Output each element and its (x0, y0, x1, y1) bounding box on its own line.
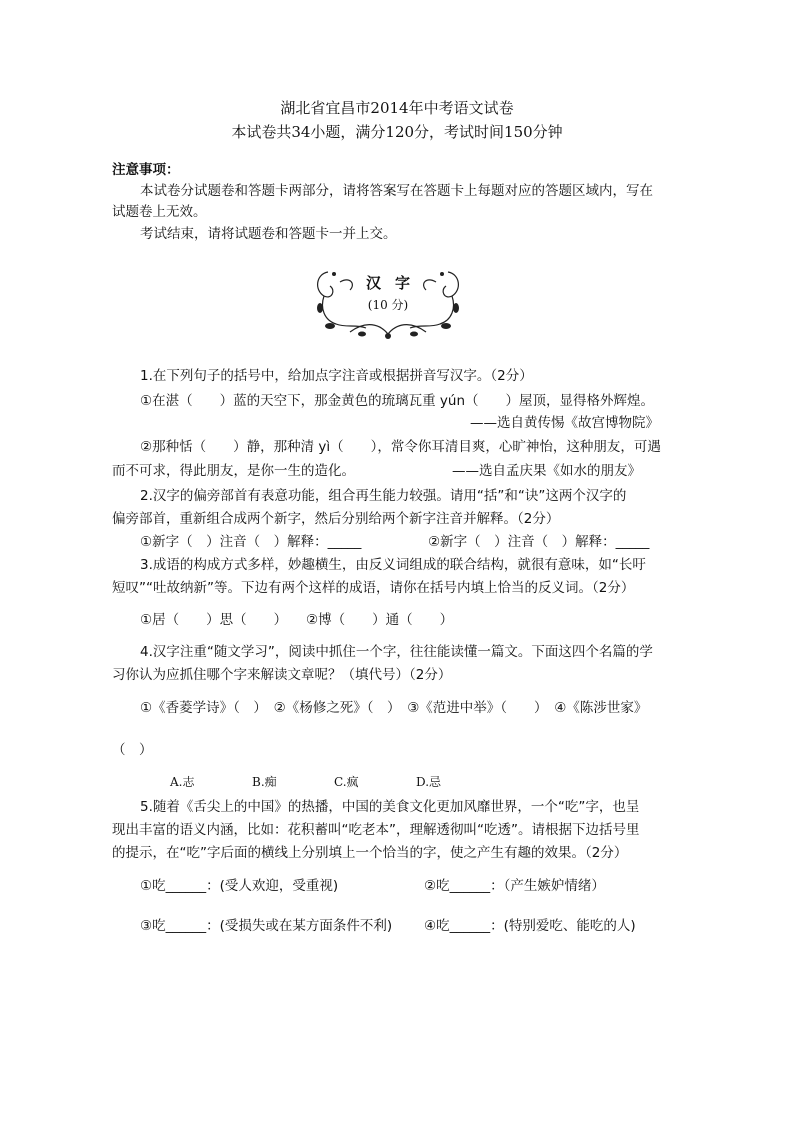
q2-line-2: 偏旁部首，重新组合成两个新字，然后分别给两个新字注音并解释。（2分） (112, 511, 560, 527)
notice-heading: 注意事项： (112, 162, 180, 178)
section-title: 汉字 (365, 274, 424, 292)
q4-option-b: B.痴 (252, 775, 277, 789)
q3-line-1: 3.成语的构成方式多样，妙趣横生，由反义词组成的联合结构，就很有意味，如“长吁 (140, 557, 646, 573)
q5-line-2: 现出丰富的语义内涵，比如：花积蓄叫“吃老本”，理解透彻叫“吃透”。请根据下边括号里 (112, 822, 640, 838)
section-score: (10 分) (367, 298, 409, 312)
q5-item-3: ③吃______：(受损失或在某方面条件不利) (140, 918, 393, 934)
q4-works-tail: （ ） (112, 742, 153, 758)
q4-works: ①《香菱学诗》（ ） ②《杨修之死》（ ） ③《范进中举》（ ） ④《陈涉世家》 (140, 700, 648, 716)
q4-option-a: A.志 (170, 775, 195, 789)
q1-sentence-1: ①在湛（ ）蓝的天空下，那金黄色的琉璃瓦重 yún（ ）屋顶，显得格外辉煌。 (140, 393, 654, 409)
section-ornament (310, 262, 466, 342)
q5-item-2: ②吃______：（产生嫉妒情绪） (424, 878, 605, 894)
q1-sentence-2: ②那种恬（ ）静，那种清 yì（ ），常令你耳清目爽，心旷神怡，这种朋友，可遇 (140, 439, 661, 455)
exam-title: 湖北省宜昌市2014年中考语文试卷 (280, 99, 514, 117)
notice-paragraph-2: 考试结束，请将试题卷和答题卡一并上交。 (140, 226, 397, 242)
notice-paragraph-1: 本试卷分试题卷和答题卡两部分，请将答案写在答题卡上每题对应的答题区域内，写在 (140, 183, 653, 199)
q3-answer-1: ①居（ ）思（ ） (140, 612, 288, 628)
q5-line-1: 5.随着《舌尖上的中国》的热播，中国的美食文化更加风靡世界，一个“吃”字，也呈 (140, 799, 640, 815)
q1-sentence-2-source: ——选自孟庆果《如水的朋友》 (452, 463, 641, 479)
q1-stem: 1.在下列句子的括号中，给加点字注音或根据拼音写汉字。（2分） (140, 368, 533, 384)
q5-line-3: 的提示，在“吃”字后面的横线上分别填上一个恰当的字，使之产生有趣的效果。（2分） (112, 845, 628, 861)
notice-paragraph-1-cont: 试题卷上无效。 (112, 204, 207, 220)
q4-option-d: D.忌 (416, 775, 442, 789)
q4-line-1: 4.汉字注重“随文学习”，阅读中抓住一个字，往往能读懂一篇文。下面这四个名篇的学 (140, 644, 653, 660)
q4-line-2: 习你认为应抓住哪个字来解读文章呢？（填代号）（2分） (112, 667, 452, 683)
q5-item-4: ④吃______：(特别爱吃、能吃的人) (424, 918, 636, 934)
q3-line-2: 短叹”“吐故纳新”等。下边有两个这样的成语，请你在括号内填上恰当的反义词。（2分） (112, 580, 635, 596)
q3-answer-2: ②博（ ）通（ ） (306, 612, 454, 628)
q1-sentence-1-source: ——选自黄传惕《故宫博物院》 (470, 415, 659, 431)
q2-answer-1: ①新字（ ）注音（ ）解释：_____ (140, 534, 362, 550)
q2-line-1: 2.汉字的偏旁部首有表意功能，组合再生能力较强。请用“括”和“诀”这两个汉字的 (140, 488, 627, 504)
q1-sentence-2-cont: 而不可求，得此朋友，是你一生的造化。 (112, 463, 355, 479)
q4-option-c: C.疯 (334, 775, 359, 789)
exam-subtitle: 本试卷共34小题，满分120分，考试时间150分钟 (231, 123, 563, 141)
q5-item-1: ①吃______：(受人欢迎，受重视) (140, 878, 339, 894)
q2-answer-2: ②新字（ ）注音（ ）解释：_____ (428, 534, 650, 550)
